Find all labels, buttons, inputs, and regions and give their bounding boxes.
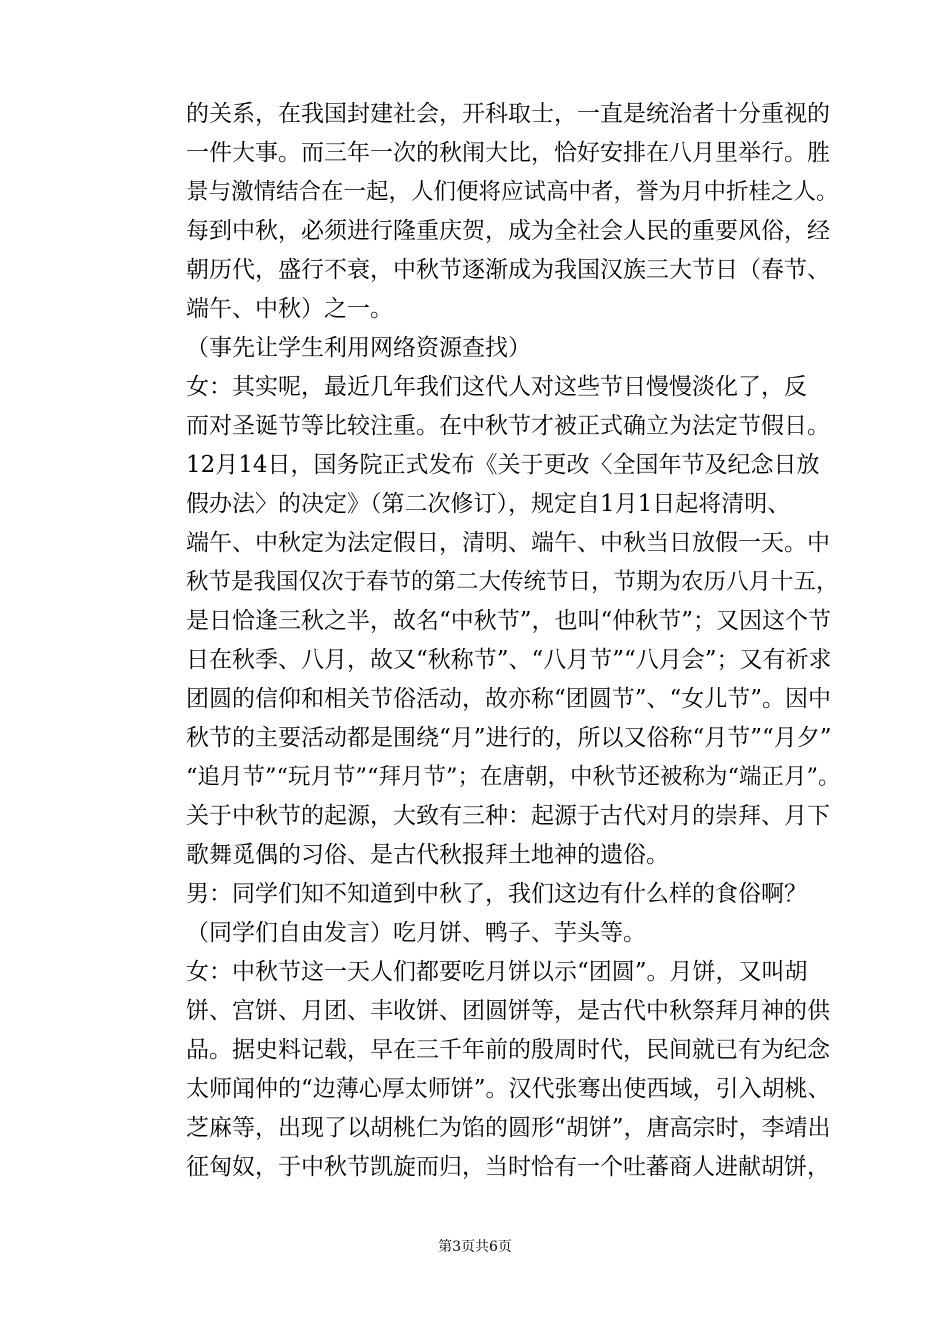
- text-line: “追月节”“玩月节”“拜月节”；在唐朝，中秋节还被称为“端正月”。: [186, 764, 841, 790]
- body-text: [186, 95, 841, 1187]
- text-line: 而对圣诞节等比较注重。在中秋节才被正式确立为法定节假日。: [186, 413, 830, 439]
- text-line: 端午、中秋定为法定假日，清明、端午、中秋当日放假一天。中: [186, 530, 830, 556]
- text-line: 男：同学们知不知道到中秋了，我们这边有什么样的食俗啊？: [186, 881, 807, 907]
- text-line: 是日恰逢三秋之半，故名“中秋节”，也叫“仲秋节”；又因这个节: [186, 608, 832, 634]
- text-line: （事先让学生利用网络资源查找）: [186, 335, 531, 361]
- text-line: （同学们自由发言）吃月饼、鸭子、芋头等。: [186, 920, 646, 946]
- text-line: 歌舞觅偶的习俗、是古代秋报拜土地神的遗俗。: [186, 842, 669, 868]
- text-line: 团圆的信仰和相关节俗活动，故亦称“团圆节”、“女儿节”。因中: [186, 686, 832, 712]
- text-line: 品。据史料记载，早在三千年前的殷周时代，民间就已有为纪念: [186, 1037, 830, 1063]
- text-line: 秋节的主要活动都是围绕“月”进行的，所以又俗称“月节”“月夕”: [186, 725, 832, 751]
- text-line: 景与激情结合在一起，人们便将应试高中者，誉为月中折桂之人。: [186, 179, 839, 205]
- page-footer: 第3页共6页: [438, 1239, 512, 1255]
- text-line: 女：其实呢，最近几年我们这代人对这些节日慢慢淡化了，反: [186, 374, 807, 400]
- text-line: 的关系，在我国封建社会，开科取士，一直是统治者十分重视的: [186, 101, 830, 127]
- text-line: 日在秋季、八月，故又“秋称节”、“八月节”“八月会”；又有祈求: [186, 647, 832, 673]
- text-line: 12月14日，国务院正式发布《关于更改〈全国年节及纪念日放: [186, 452, 820, 478]
- text-line: 饼、宫饼、月团、丰收饼、团圆饼等，是古代中秋祭拜月神的供: [186, 998, 830, 1024]
- text-line: 关于中秋节的起源，大致有三种：起源于古代对月的崇拜、月下: [186, 803, 830, 829]
- text-line: 秋节是我国仅次于春节的第二大传统节日，节期为农历八月十五，: [186, 569, 839, 595]
- text-line: 女：中秋节这一天人们都要吃月饼以示“团圆”。月饼，又叫胡: [186, 959, 808, 985]
- text-line: 太师闻仲的“边薄心厚太师饼”。汉代张骞出使西域，引入胡桃、: [186, 1076, 831, 1102]
- text-line: 芝麻等，出现了以胡桃仁为馅的圆形“胡饼”，唐高宗时，李靖出: [186, 1115, 831, 1141]
- text-line: 征匈奴，于中秋节凯旋而归，当时恰有一个吐蕃商人进献胡饼，: [186, 1154, 830, 1180]
- text-line: 每到中秋，必须进行隆重庆贺，成为全社会人民的重要风俗，经: [186, 218, 830, 244]
- text-line: 假办法〉的决定》（第二次修订），规定自1月1日起将清明、: [186, 491, 791, 517]
- text-line: 一件大事。而三年一次的秋闱大比，恰好安排在八月里举行。胜: [186, 140, 830, 166]
- text-line: 朝历代，盛行不衰，中秋节逐渐成为我国汉族三大节日（春节、: [186, 257, 830, 283]
- text-line: 端午、中秋）之一。: [186, 296, 393, 322]
